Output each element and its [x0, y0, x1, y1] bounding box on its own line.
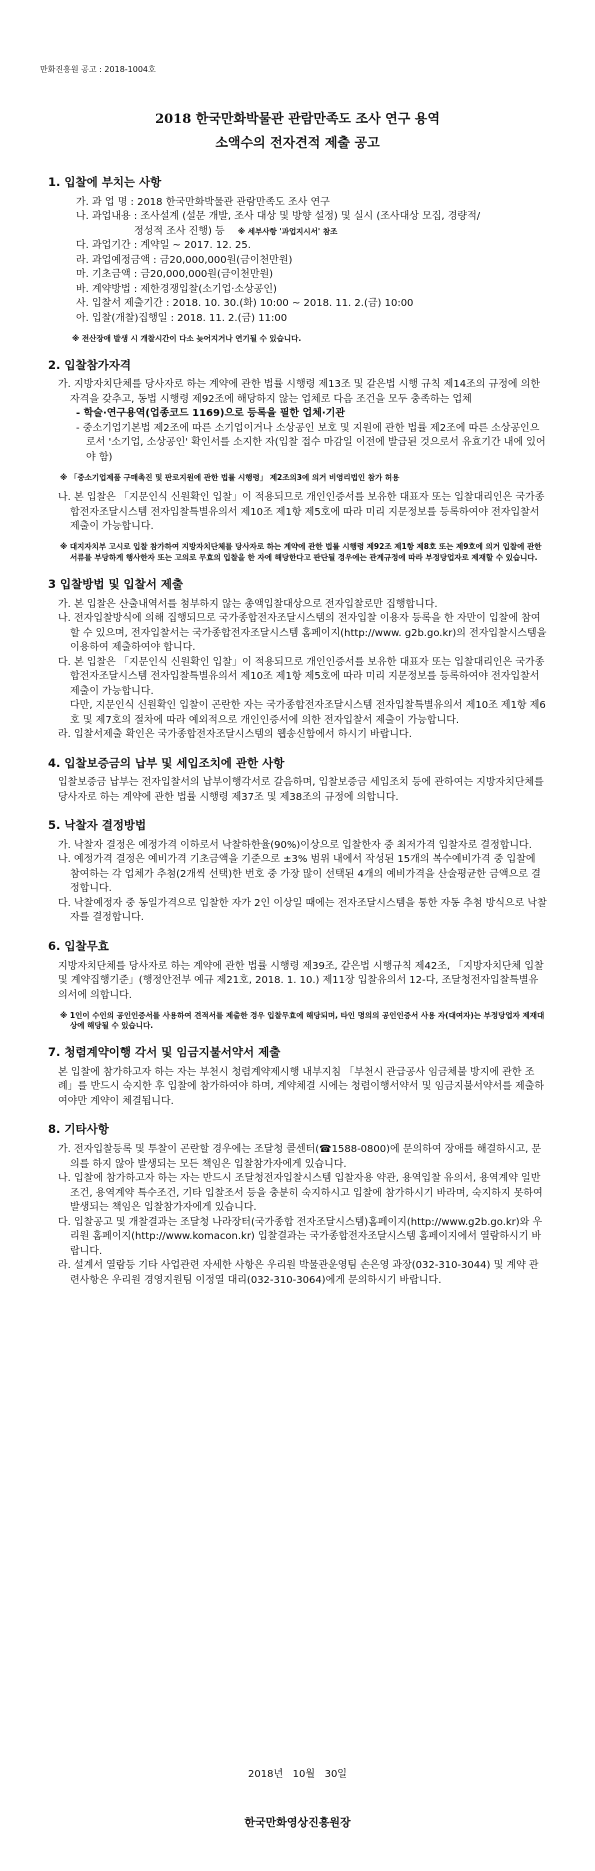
item: 다. 과업기간 : 계약일 ~ 2017. 12. 25.: [76, 240, 251, 252]
paragraph: 지방자치단체를 당사자로 하는 계약에 관한 법률 시행령 제39조, 같은법 시행규칙 제42조, 「지방자치단체 입찰 및 계약집행기준」(행정안전부 예규 제21호, 2018. 1. 10.) 제11장 입찰유의서 12-다, 조달청전자입찰특별유의서에 의합니다.: [58, 960, 544, 1001]
item: 다. 본 입찰은 「지문인식 신원확인 입찰」이 적용되므로 개인인증서를 보유한 대표자 또는 입찰대리인은 국가종합전자조달시스템 전자입찰특별유의서 제10조 제1항 제5호에 따라 미리 지문정보를 등록하여야 전자입찰서 제출이 가능합니다.: [58, 656, 545, 697]
item: 가. 전자입찰등록 및 투찰이 곤란할 경우에는 조달청 콜센터(☎1588-0800)에 문의하여 장애를 해결하시고, 문의를 하지 않아 발생되는 모든 책임은 입찰참가자에게 있습니다.: [58, 1144, 542, 1170]
title-line-1: 2018 한국만화박물관 관람만족도 조사 연구 용역: [155, 112, 440, 127]
note: ※ 1인이 수인의 공인인증서를 사용하여 견적서를 제출한 경우 입찰무효에 해당되며, 타인 명의의 공인인증서 사용 자(대여자)는 부정당업자 제재대상에 해당될 수 있습니다.: [60, 1010, 545, 1031]
document-title: [0, 108, 595, 156]
item: 나. 입찰에 참가하고자 하는 자는 반드시 조달청전자입찰시스템 입찰자용 약관, 용역입찰 유의서, 용역계약 일반조건, 용역계약 특수조건, 기타 입찰조서 등을 충분히 숙지하시고 입찰에 참가하시기 바라며, 숙지하지 못하여 발생되는 책임은 입찰참가자에게 있습니다.: [58, 1173, 543, 1214]
item: 가. 본 입찰은 산출내역서를 첨부하지 않는 총액입찰대상으로 전자입찰로만 집행합니다.: [58, 598, 438, 610]
section-heading: 1. 입찰에 부치는 사항: [48, 175, 162, 189]
section-6: [48, 938, 547, 1032]
section-heading: 3 입찰방법 및 입찰서 제출: [48, 576, 184, 591]
item: 라. 입찰서제출 확인은 국가종합전자조달시스템의 웹송신함에서 하시기 바랍니다.: [58, 729, 412, 741]
item-text: 정성적 조사 진행) 등: [134, 225, 225, 237]
section-heading: 8. 기타사항: [48, 1122, 109, 1137]
section-heading: 4. 입찰보증금의 납부 및 세입조치에 관한 사항: [48, 755, 285, 770]
paragraph: 입찰보증금 납부는 전자입찰서의 납부이행각서로 갈음하며, 입찰보증금 세입조치 등에 관하여는 지방자치단체를 당사자로 하는 계약에 관한 법률 시행령 제37조 및 제38조의 규정에 의합니다.: [58, 777, 544, 803]
item: 나. 본 입찰은 「지문인식 신원확인 입찰」이 적용되므로 개인인증서를 보유한 대표자 또는 입찰대리인은 국가종합전자조달시스템 전자입찰특별유의서 제10조 제1항 제5호에 따라 미리 지문정보를 등록하여야 전자입찰서 제출이 가능합니다.: [58, 492, 545, 533]
item: 라. 과업예정금액 : 금20,000,000원(금이천만원): [76, 254, 293, 266]
title-line-2: 소액수의 전자견적 제출 공고: [215, 136, 380, 151]
item: 아. 입찰(개찰)집행일 : 2018. 11. 2.(금) 11:00: [76, 312, 288, 324]
section-2: [48, 357, 547, 564]
paragraph: 본 입찰에 참가하고자 하는 자는 부천시 청렴계약제시행 내부지침 「부천시 관급공사 임금체불 방지에 관한 조례」를 반드시 숙지한 후 입찰에 참가하여야 하며, 계약체결 시에는 청렴이행서약서 및 임금지불서약서를 제출하여야만 계약이 체결됩니다.: [58, 1066, 545, 1107]
item: 라. 설계서 열람등 기타 사업관련 자세한 사항은 우리원 박물관운영팀 손은영 과장(032-310-3044) 및 계약 관련사항은 우리원 경영지원팀 이정열 대리(032-310-3064)에게 문의하시기 바랍니다.: [58, 1260, 539, 1286]
item: 나. 과업내용 : 조사설계 (설문 개발, 조사 대상 및 방향 설정) 및 실시 (조사대상 모집, 경량적/: [76, 211, 481, 223]
section-heading: 2. 입찰참가자격: [48, 357, 132, 372]
section-7: [48, 1044, 547, 1109]
sub-item: - 학술·연구용역(업종코드 1169)으로 등록을 필한 업체·기관: [76, 408, 345, 420]
item: 가. 과 업 명 : 2018 한국만화박물관 관람만족도 조사 연구: [76, 196, 330, 208]
notice-number: 만화진흥원 공고 : 2018-1004호: [40, 65, 156, 74]
section-1: [48, 174, 547, 345]
note: ※ 「중소기업제품 구매촉진 및 판로지원에 관한 법률 시행령」 제2조의3에 의거 비영리법인 참가 허용: [60, 472, 400, 482]
section-heading: 6. 입찰무효: [48, 938, 109, 953]
section-3: [48, 576, 547, 743]
section-5: [48, 817, 547, 926]
note: ※ 전산장애 발생 시 개찰시간이 다소 늦어지거나 연기될 수 있습니다.: [72, 333, 302, 343]
notice-date: 2018년 10월 30일: [248, 1769, 347, 1780]
item: 마. 기초금액 : 금20,000,000원(금이천만원): [76, 269, 274, 281]
sub-item: - 중소기업기본법 제2조에 따른 소기업이거나 소상공인 보호 및 지원에 관한 법률 제2조에 따른 소상공인으로서 '소기업, 소상공인' 확인서를 소지한 자(입찰 접수 마감일 이전에 발급된 것으로서 유효기간 내에 있어야 함): [76, 422, 546, 463]
item: 바. 계약방법 : 제한경쟁입찰(소기업·소상공인): [76, 283, 277, 295]
item: 가. 지방자치단체를 당사자로 하는 계약에 관한 법률 시행령 제13조 및 같은법 시행 규칙 제14조의 규정에 의한 자격을 갖추고, 동법 시행령 제92조에 해당하지 않는 업체로 다음 조건을 모두 충족하는 업체: [58, 379, 541, 405]
item: 다. 입찰공고 및 개찰결과는 조달청 나라장터(국가종합 전자조달시스템)홈페이지(http://www.g2b.go.kr)와 우리원 홈페이지(http://www.komacon.kr) 입찰결과는 국가종합전자조달시스템 홈페이지에서 열람하시기 바랍니다.: [58, 1216, 543, 1257]
item-continued: [48, 225, 547, 240]
item: 나. 전자입찰방식에 의해 집행되므로 국가종합전자조달시스템의 전자입찰 이용자 등록을 한 자만이 입찰에 참여할 수 있으며, 전자입찰서는 국가종합전자조달시스템 홈페이지(http://www. g2b.go.kr)의 전자입찰시스템을 이용하여 제출하여야 합니다.: [58, 613, 547, 654]
section-heading: 7. 청렴계약이행 각서 및 임금지불서약서 제출: [48, 1045, 281, 1060]
notice-content: [48, 174, 547, 1300]
section-4: [48, 755, 547, 806]
item-continued: 다만, 지문인식 신원확인 입찰이 곤란한 자는 국가종합전자조달시스템 전자입찰특별유의서 제10조 제1항 제6호 및 제7호의 절차에 따라 예외적으로 개인인증서에 의한 전자입찰서 제출이 가능합니다.: [70, 700, 546, 726]
item: 사. 입찰서 제출기간 : 2018. 10. 30.(화) 10:00 ~ 2018. 11. 2.(금) 10:00: [76, 298, 414, 310]
item: 가. 낙찰자 결정은 예정가격 이하로서 낙찰하한율(90%)이상으로 입찰한자 중 최저가격 입찰자로 결정합니다.: [58, 839, 532, 851]
section-8: [48, 1121, 547, 1288]
item: 나. 예정가격 결정은 예비가격 기초금액을 기준으로 ±3% 범위 내에서 작성된 15개의 복수예비가격 중 입찰에 참여하는 각 업체가 추첨(2개씩 선택)한 번호 중 가장 많이 선택된 4개의 예비가격을 산술평균한 금액으로 결정합니다.: [58, 854, 541, 895]
issuing-organization: 한국만화영상진흥원장: [244, 1816, 351, 1829]
section-heading: 5. 낙찰자 결정방법: [48, 818, 147, 833]
item: 다. 낙찰예정자 중 동일가격으로 입찰한 자가 2인 이상일 때에는 전자조달시스템을 통한 자동 추첨 방식으로 낙찰자를 결정합니다.: [58, 897, 547, 924]
note: ※ 대지자치부 고시로 입찰 참가하여 지방자치단체를 당사자로 하는 계약에 관한 법률 시행령 제92조 제1항 제8호 또는 제9호에 의거 입찰에 관한 서류를 부당하게 행사한자 또는 고의로 무효의 입찰을 한 자에 해당한다고 판단될 경우에는 관계규정에 따라 부정당업자로 제재할 수 있습니다.: [60, 542, 542, 562]
item-note: ※ 세부사항 '과업지시서' 참조: [237, 226, 338, 236]
